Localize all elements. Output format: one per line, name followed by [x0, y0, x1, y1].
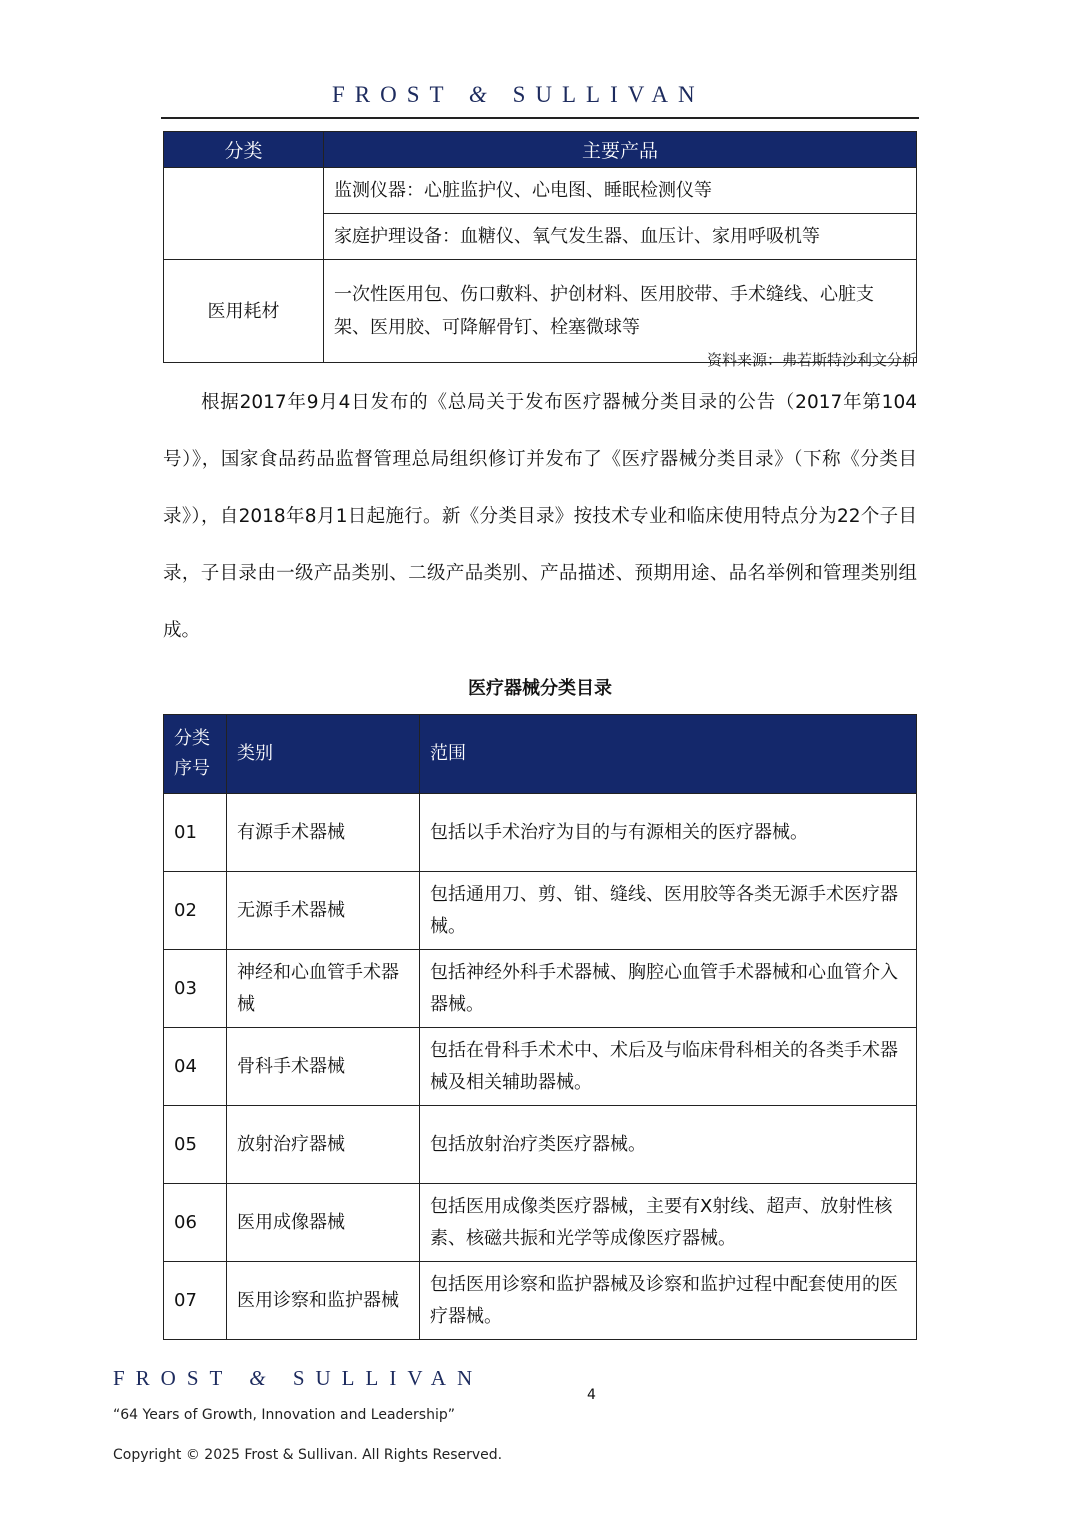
- header-divider: [161, 117, 919, 119]
- row-number-cell: 07: [164, 1262, 227, 1340]
- footer-logo: [113, 1366, 483, 1391]
- row-category-cell: 骨科手术器械: [227, 1028, 420, 1106]
- logo-ampersand: &: [468, 82, 497, 107]
- row-category-cell: 有源手术器械: [227, 794, 420, 872]
- row-category-cell: 无源手术器械: [227, 872, 420, 950]
- logo-text-frost: FROST: [113, 1366, 233, 1390]
- row-scope-cell: 包括神经外科手术器械、胸腔心血管手术器械和心血管介入器械。: [420, 950, 917, 1028]
- table-header-row: [164, 715, 917, 794]
- table-row: [164, 950, 917, 1028]
- footer-tagline: “64 Years of Growth, Innovation and Leadership”: [113, 1407, 455, 1423]
- row-scope-cell: 包括放射治疗类医疗器械。: [420, 1106, 917, 1184]
- header-logo: [332, 82, 705, 108]
- table-row: [164, 1106, 917, 1184]
- category-cell: [164, 168, 324, 260]
- logo-text-sullivan: SULLIVAN: [292, 1366, 484, 1390]
- table-row: [164, 1028, 917, 1106]
- row-number-cell: 04: [164, 1028, 227, 1106]
- column-header-category: 类别: [227, 715, 420, 794]
- table-row: [164, 794, 917, 872]
- table-source-note: 资料来源：弗若斯特沙利文分析: [706, 351, 917, 369]
- row-scope-cell: 包括医用成像类医疗器械，主要有X射线、超声、放射性核素、核磁共振和光学等成像医疗器械。: [420, 1184, 917, 1262]
- table-header-row: [164, 132, 917, 168]
- column-header-number: 分类序号: [164, 715, 227, 794]
- column-header-scope: 范围: [420, 715, 917, 794]
- row-number-cell: 06: [164, 1184, 227, 1262]
- category-cell: 医用耗材: [164, 260, 324, 363]
- table-row: [164, 1262, 917, 1340]
- logo-text-sullivan: SULLIVAN: [512, 82, 705, 107]
- row-scope-cell: 包括医用诊察和监护器械及诊察和监护过程中配套使用的医疗器械。: [420, 1262, 917, 1340]
- body-paragraph: 根据2017年9月4日发布的《总局关于发布医疗器械分类目录的公告（2017年第104号）》，国家食品药品监督管理总局组织修订并发布了《医疗器械分类目录》（下称《分类目录》），自2018年8月1日起施行。新《分类目录》按技术专业和临床使用特点分为22个子目录，子目录由一级产品类别、二级产品类别、产品描述、预期用途、品名举例和管理类别组成。: [163, 392, 917, 641]
- logo-ampersand: &: [249, 1366, 277, 1390]
- row-number-cell: 03: [164, 950, 227, 1028]
- row-number-cell: 02: [164, 872, 227, 950]
- table-row: [164, 260, 917, 363]
- row-category-cell: 神经和心血管手术器械: [227, 950, 420, 1028]
- page-number: 4: [587, 1387, 596, 1403]
- table-title: 医疗器械分类目录: [468, 678, 612, 699]
- table-row: [164, 872, 917, 950]
- products-cell: 监测仪器：心脏监护仪、心电图、睡眠检测仪等: [324, 168, 917, 214]
- row-category-cell: 医用成像器械: [227, 1184, 420, 1262]
- column-header-category: 分类: [164, 132, 324, 168]
- row-category-cell: 放射治疗器械: [227, 1106, 420, 1184]
- products-cell: 一次性医用包、伤口敷料、护创材料、医用胶带、手术缝线、心脏支架、医用胶、可降解骨钉、栓塞微球等: [324, 260, 917, 363]
- product-category-table: [163, 131, 917, 363]
- products-cell: 家庭护理设备：血糖仪、氧气发生器、血压计、家用呼吸机等: [324, 214, 917, 260]
- row-category-cell: 医用诊察和监护器械: [227, 1262, 420, 1340]
- footer-copyright: Copyright © 2025 Frost & Sullivan. All Rights Reserved.: [113, 1447, 503, 1463]
- column-header-products: 主要产品: [324, 132, 917, 168]
- row-number-cell: 05: [164, 1106, 227, 1184]
- row-number-cell: 01: [164, 794, 227, 872]
- logo-text-frost: FROST: [332, 82, 454, 107]
- row-scope-cell: 包括通用刀、剪、钳、缝线、医用胶等各类无源手术医疗器械。: [420, 872, 917, 950]
- row-scope-cell: 包括以手术治疗为目的与有源相关的医疗器械。: [420, 794, 917, 872]
- row-scope-cell: 包括在骨科手术术中、术后及与临床骨科相关的各类手术器械及相关辅助器械。: [420, 1028, 917, 1106]
- table-row: [164, 168, 917, 214]
- table-row: [164, 1184, 917, 1262]
- classification-catalog-table: [163, 714, 917, 1340]
